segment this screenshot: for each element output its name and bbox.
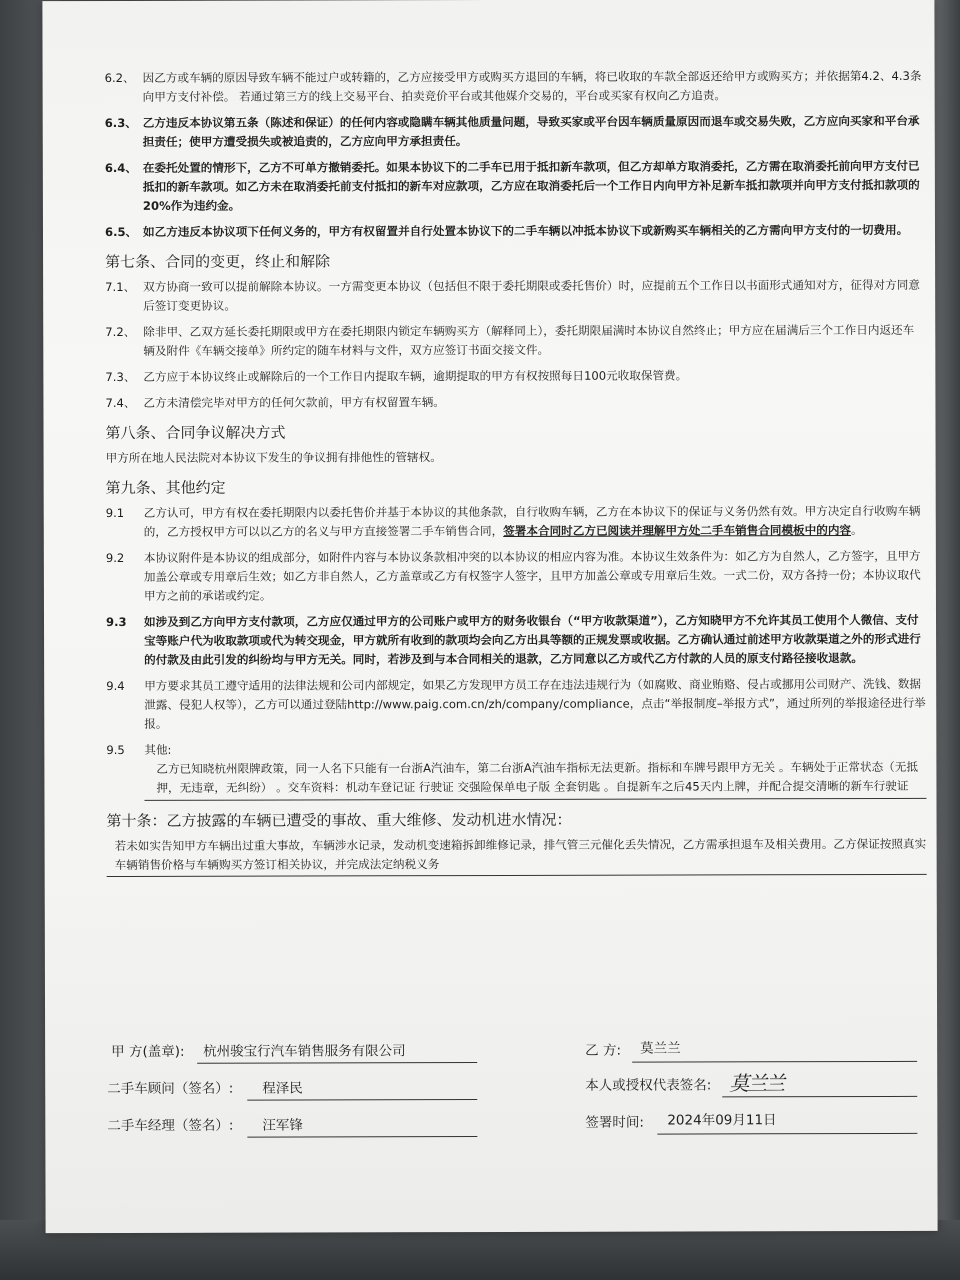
clause-number: 7.4、 (105, 395, 136, 411)
time-label: 签署时间: (585, 1114, 644, 1131)
clause-text: 因乙方或车辆的原因导致车辆不能过户或转籍的，乙方应接受甲方或购买方退回的车辆，将已收取的车款全部返还给甲方或购买方；并依据第4.2、4.3条向甲方支付补偿。 若通过第三方的线上交易平台、拍卖竞价平台或其他媒介交易的，平台或买家有权向乙方追责。 (142, 68, 922, 104)
clause-text: 如乙方违反本协议项下任何义务的，甲方有权留置并自行处置本协议下的二手车辆以冲抵本协议下或新购买车辆相关的乙方需向甲方支付的一切费用。 (142, 222, 909, 239)
rep-row (585, 1074, 711, 1096)
clause-9-4 (106, 675, 926, 734)
clause-number: 9.4 (106, 678, 125, 694)
rep-label: 本人或授权代表签名: (585, 1077, 712, 1094)
clause-7-1 (105, 276, 925, 316)
advisor-value: 程泽民 (262, 1080, 303, 1097)
clause-text: 双方协商一致可以提前解除本协议。一方需变更本协议（包括但不限于委托期限或委托售价）时，应提前五个工作日以书面形式通知对方，征得对方同意后签订变更协议。 (143, 277, 920, 313)
clause-number: 9.2 (105, 550, 125, 566)
clause-text: 乙方应于本协议终止或解除后的一个工作日内提取车辆，逾期提取的甲方有权按照每日100元收取保管费。 (143, 368, 688, 384)
section-title-7: 第七条、合同的变更，终止和解除 (105, 252, 331, 272)
party-a-value: 杭州骏宝行汽车销售服务有限公司 (203, 1043, 406, 1060)
clause-number: 7.2、 (105, 324, 136, 340)
party-b-value: 莫兰兰 (640, 1040, 681, 1057)
clause-number: 9.1 (105, 505, 125, 521)
clause-number: 7.1、 (105, 279, 136, 295)
clause-7-4 (105, 392, 925, 413)
clause-6-3 (105, 112, 925, 152)
clause-text: 在委托处置的情形下，乙方不可单方撤销委托。如果本协议下的二手车已用于抵扣新车款项，但乙方却单方取消委托，乙方需在取消委托前向甲方支付已抵扣的新车款项。如乙方未在取消委托前支付抵扣的新车对应款项，乙方应在取消委托后一个工作日内向甲方补足新车抵扣款项并向甲方支付抵扣款项的20%作为违约金。 (142, 158, 920, 213)
clause-text: 除非甲、乙双方延长委托期限或甲方在委托期限内锁定车辆购买方（解释同上），委托期限届满时本协议自然终止；甲方应在届满后三个工作日内返还车辆及附件《车辆交接单》所约定的随车材料与文件，双方应签订书面交接文件。 (143, 322, 915, 358)
handwritten-signature: 莫兰兰 (729, 1071, 784, 1096)
clause-number: 7.3、 (105, 369, 136, 385)
manager-value: 汪军锋 (262, 1117, 303, 1134)
clause-text: 甲方要求其员工遵守适用的法律法规和公司内部规定，如果乙方发现甲方员工存在违法违规行为（如腐败、商业贿赂、侵占或挪用公司财产、洗钱、数据泄露、侵犯人权等），乙方可以通过登陆http://www.paig.com.cn/zh/company/compliance，点击“举报制度–举报方式”，通过所列的举报途径进行举报。 (144, 676, 926, 731)
party-a-row (111, 1041, 184, 1063)
clause-9-1 (106, 502, 926, 542)
clause-number: 9.3 (105, 614, 127, 630)
time-row (585, 1112, 644, 1134)
clause-7-2 (105, 321, 925, 361)
clause-underlined-text: 签署本合同时乙方已阅读并理解甲方处二手车销售合同模板中的内容 (503, 523, 852, 538)
time-value: 2024年09月11日 (667, 1112, 777, 1129)
other-terms-text: 乙方已知晓杭州限牌政策，同一人名下只能有一台浙A汽油车，第二台浙A汽油车指标无法更新。指标和车牌号跟甲方无关 。车辆处于正常状态（无抵押，无违章，无纠纷） 。交车资料：机动车登记证 行驶证 交强险保单电子版 全套钥匙 。自提新车之后45天内上牌，并配合提交清晰的新车行驶证 (144, 758, 926, 801)
clause-number: 6.2、 (104, 70, 135, 86)
clause-6-2 (105, 67, 925, 107)
clause-number: 6.5、 (104, 224, 138, 240)
party-a-label: 甲 方(盖章): (111, 1043, 185, 1060)
clause-text: 本协议附件是本协议的组成部分，如附件内容与本协议条款相冲突的以本协议的相应内容为准。本协议生效条件为：如乙方为自然人，乙方签字，且甲方加盖公章或专用章后生效；如乙方非自然人，乙方盖章或乙方有权签字人签字，且甲方加盖公章或专用章后生效。一式二份，双方各持一份；本协议取代甲方之前的承诺或约定。 (143, 548, 921, 603)
clause-text: 乙方未清偿完毕对甲方的任何欠款前，甲方有权留置车辆。 (143, 395, 445, 410)
section-10-text: 若未如实告知甲方车辆出过重大事故，车辆涉水记录，发动机变速箱拆卸维修记录，排气管三元催化丢失情况，乙方需承担退车及相关费用。乙方保证按照真实车辆销售价格与车辆购买方签订相关协议，并完成法定纳税义务 (107, 835, 927, 877)
clause-9-2 (106, 547, 926, 606)
paper-sheet (42, 0, 937, 1233)
clause-7-3 (105, 366, 925, 387)
clause-9-3 (106, 611, 926, 670)
manager-label: 二手车经理（签名）: (107, 1117, 234, 1135)
section-title-8: 第八条、合同争议解决方式 (105, 423, 286, 443)
advisor-label: 二手车顾问（签名）: (107, 1080, 234, 1098)
clause-tail: 。 (851, 523, 863, 538)
clause-6-4 (105, 157, 925, 216)
section-title-10: 第十条：乙方披露的车辆已遭受的事故、重大维修、发动机进水情况： (106, 810, 572, 831)
clause-text: 乙方违反本协议第五条（陈述和保证）的任何内容或隐瞒车辆其他质量问题，导致买家或平台因车辆质量原因而退车或交易失败，乙方应向买家和平台承担责任；使甲方遭受损失或被追责的，乙方应向甲方承担责任。 (142, 113, 920, 149)
section-title-9: 第九条、其他约定 (105, 478, 226, 498)
manager-row (107, 1115, 233, 1137)
clause-text: 如涉及到乙方向甲方支付款项，乙方应仅通过甲方的公司账户或甲方的财务收银台（“甲方收款渠道”），乙方知晓甲方不允许其员工使用个人微信、支付宝等账户代为收取款项或代为转交现金，甲方就所有收到的款项均会向乙方出具等额的正规发票或收据。乙方确认通过前述甲方收款渠道之外的形式进行的付款及由此引发的纠纷均与甲方无关。同时，若涉及到与本合同相关的退款，乙方同意以乙方或代乙方付款的人员的原支付路径接收退款。 (143, 612, 921, 667)
clause-label: 其他: (144, 742, 172, 757)
advisor-row (107, 1078, 233, 1100)
clause-number: 6.3、 (104, 115, 137, 131)
clause-9-5 (106, 739, 926, 801)
section-8-text: 甲方所在地人民法院对本协议下发生的争议拥有排他性的管辖权。 (105, 450, 442, 466)
clause-number: 6.4、 (104, 160, 137, 176)
signature-block (107, 1039, 927, 1135)
clause-6-5 (105, 221, 925, 242)
party-b-row (585, 1040, 621, 1062)
party-b-label: 乙 方: (585, 1042, 622, 1059)
clause-number: 9.5 (106, 742, 125, 758)
clause-text: 乙方认可，甲方有权在委托期限内以委托售价并基于本协议的其他条款，自行收购车辆，乙方在本协议下的保证与义务仍然有效。甲方决定自行收购车辆的，乙方授权甲方可以以乙方的名义与甲方直接签署二手车销售合同， (143, 503, 921, 539)
contract-body (105, 67, 927, 877)
